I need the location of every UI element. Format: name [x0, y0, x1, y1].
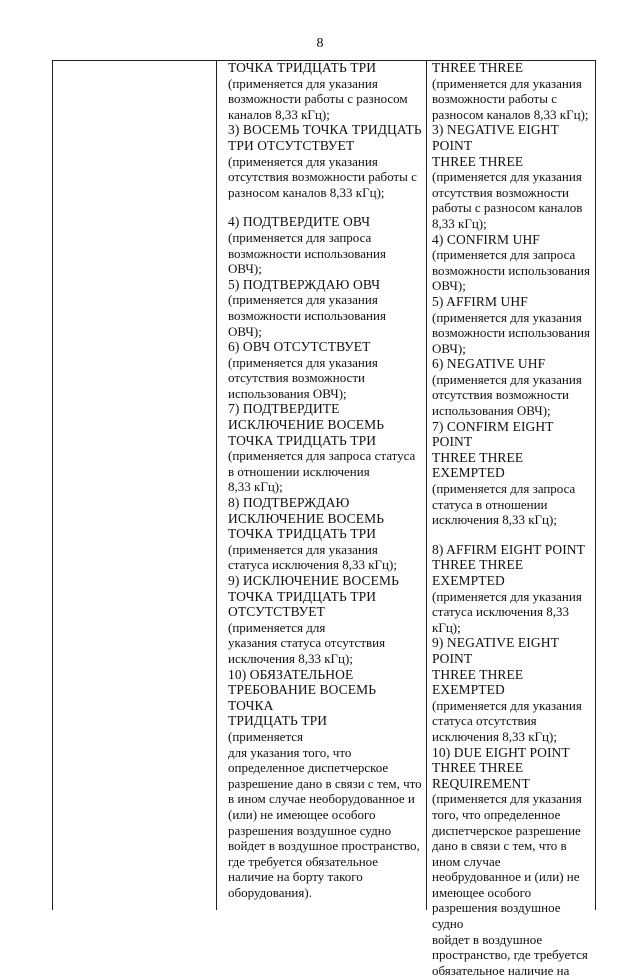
en-item-heading: 5) AFFIRM UHF: [432, 293, 528, 309]
ru-item-note: (применяется для запроса статуса в отношении исключения 8,33 кГц);: [228, 448, 416, 495]
ru-item-4: [228, 339, 424, 401]
en-item-heading: 8) AFFIRM EIGHT POINT THREE THREE EXEMPTED: [432, 541, 585, 588]
ru-item-7: [228, 573, 424, 667]
en-item-note: (применяется для указания статуса исключения 8,33 кГц);: [432, 588, 582, 635]
en-item-6: [432, 542, 594, 636]
ru-item-note: (применяется для указания статуса исключения 8,33 кГц);: [228, 541, 397, 573]
en-item-heading: 3) NEGATIVE EIGHT POINT THREE THREE: [432, 122, 559, 169]
ru-item-heading: 4) ПОДТВЕРДИТЕ ОВЧ: [228, 214, 371, 230]
ru-item-heading: 5) ПОДТВЕРЖДАЮ ОВЧ: [228, 276, 381, 292]
ru-item-8: [228, 667, 424, 901]
ru-item-2: [228, 214, 424, 276]
en-item-note: (применяется для запроса статуса в отношении исключения 8,33 кГц);: [432, 481, 576, 528]
en-item-note: (применяется для указания отсутствия возможности использования ОВЧ);: [432, 371, 582, 419]
ru-item-note: (применяется для указания статуса отсутствия исключения 8,33 кГц);: [228, 619, 386, 666]
en-item-heading: 4) CONFIRM UHF: [432, 231, 540, 247]
en-item-heading: THREE THREE: [432, 60, 524, 75]
en-item-0: [432, 60, 594, 122]
en-item-note: (применяется для указания возможности работы с разносом каналов 8,33 кГц);: [432, 75, 589, 122]
en-item-4: [432, 356, 594, 418]
table-border-right: [595, 60, 596, 910]
en-item-note: (применяется для запроса возможности использования ОВЧ);: [432, 247, 590, 294]
ru-item-6: [228, 495, 424, 573]
en-item-note: (применяется для указания того, что определенное диспетчерское разрешение дано в связи с тем, что в ином случае необрудованное и (или) не имеющее особого разрешения воздушное судно войдет в воздушное пространство, где требуется обязательное наличие на: [432, 791, 588, 978]
ru-item-heading: 7) ПОДТВЕРДИТЕ ИСКЛЮЧЕНИЕ ВОСЕМЬ ТОЧКА ТРИДЦАТЬ ТРИ: [228, 401, 385, 448]
spacer: [228, 200, 424, 214]
ru-item-heading: ТОЧКА ТРИДЦАТЬ ТРИ: [228, 60, 377, 75]
ru-item-note: (применяется для указания отсутствия возможности работы с разносом каналов 8,33 кГц);: [228, 153, 417, 200]
ru-item-heading: 8) ПОДТВЕРЖДАЮ ИСКЛЮЧЕНИЕ ВОСЕМЬ ТОЧКА ТРИДЦАТЬ ТРИ: [228, 495, 385, 542]
english-phrase-column: [432, 60, 594, 978]
ru-item-note: (применяется для указания отсутствия возможности использования ОВЧ);: [228, 354, 378, 401]
en-item-3: [432, 294, 594, 356]
russian-phrase-column: [228, 60, 424, 900]
phraseology-table: [52, 60, 596, 978]
en-item-note: (применяется для указания отсутствия возможности работы с разносом каналов 8,33 кГц);: [432, 169, 583, 231]
en-item-heading: 10) DUE EIGHT POINT THREE THREE REQUIREMENT: [432, 744, 570, 791]
en-item-5: [432, 419, 594, 528]
en-item-7: [432, 635, 594, 744]
ru-item-heading: 9) ИСКЛЮЧЕНИЕ ВОСЕМЬ ТОЧКА ТРИДЦАТЬ ТРИ ОТСУТСТВУЕТ: [228, 573, 399, 620]
ru-item-note: (применяется для указания того, что определенное диспетчерское разрешение дано в связи с тем, что в ином случае необорудованное и (или) не имеющее особого разрешения воздушное судно войдет в воздушное пространство, где требуется обязательное наличие на борту такого оборудования).: [228, 728, 422, 900]
ru-item-note: (применяется для указания возможности использования ОВЧ);: [228, 292, 386, 339]
ru-item-3: [228, 277, 424, 339]
en-item-heading: 9) NEGATIVE EIGHT POINT THREE THREE EXEMPTED: [432, 635, 559, 698]
ru-item-1: [228, 122, 424, 200]
en-item-note: (применяется для указания возможности использования ОВЧ);: [432, 309, 590, 356]
table-border-left: [52, 60, 53, 910]
ru-item-note: (применяется для указания возможности работы с разносом каналов 8,33 кГц);: [228, 75, 408, 122]
en-item-2: [432, 232, 594, 294]
ru-item-heading: 10) ОБЯЗАТЕЛЬНОЕ ТРЕБОВАНИЕ ВОСЕМЬ ТОЧКА ТРИДЦАТЬ ТРИ: [228, 666, 377, 729]
ru-item-0: [228, 60, 424, 122]
spacer: [432, 528, 594, 542]
ru-item-heading: 6) ОВЧ ОТСУТСТВУЕТ: [228, 339, 371, 355]
page-number: 8: [316, 36, 324, 51]
en-item-heading: 6) NEGATIVE UHF: [432, 356, 546, 372]
ru-item-5: [228, 401, 424, 495]
en-item-note: (применяется для указания статуса отсутствия исключения 8,33 кГц);: [432, 697, 582, 744]
en-item-1: [432, 122, 594, 231]
ru-item-heading: 3) ВОСЕМЬ ТОЧКА ТРИДЦАТЬ ТРИ ОТСУТСТВУЕТ: [228, 122, 422, 153]
table-column-divider-2: [426, 60, 427, 910]
ru-item-note: (применяется для запроса возможности использования ОВЧ);: [228, 229, 386, 277]
en-item-heading: 7) CONFIRM EIGHT POINT THREE THREE EXEMPTED: [432, 418, 554, 481]
en-item-8: [432, 745, 594, 978]
table-column-divider-1: [216, 60, 217, 910]
